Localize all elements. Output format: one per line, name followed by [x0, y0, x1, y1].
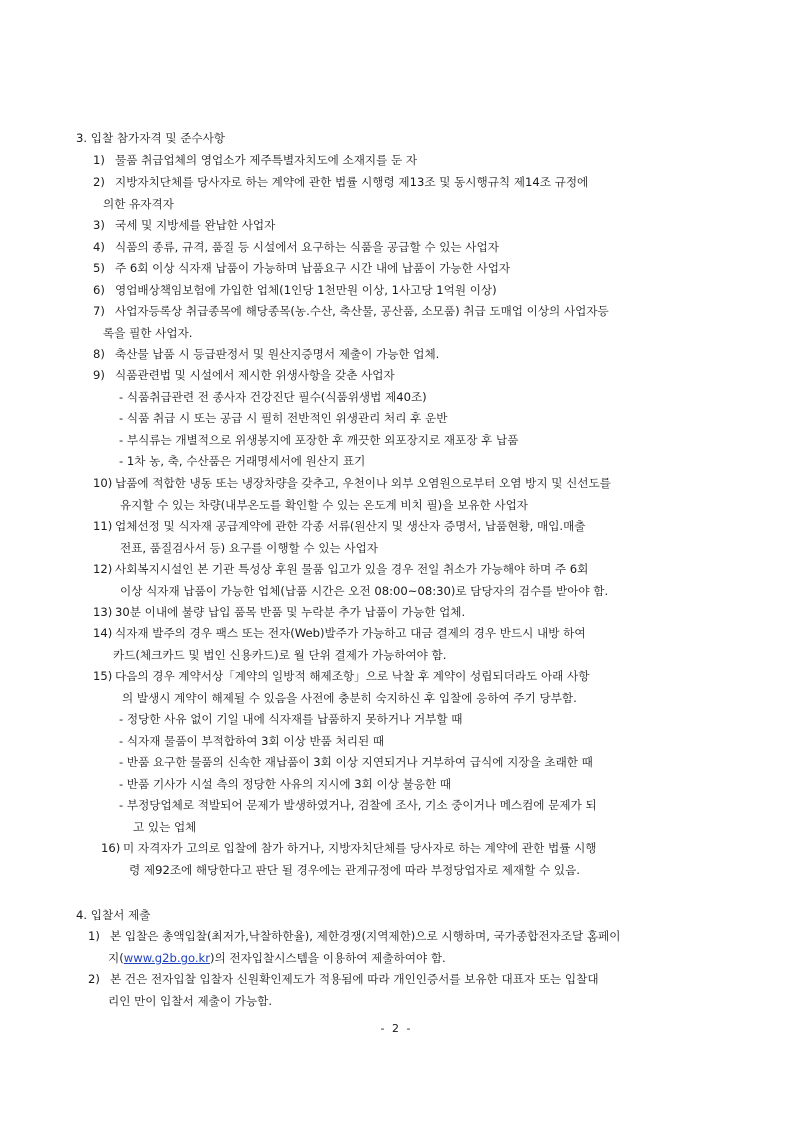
list-item: 16) 미 자격자가 고의로 입찰에 참가 하거나, 지방자치단체를 당사자로 하는 계약에 관한 법률 시행 령 제92조에 해당한다고 판단 될 경우에는 관계규정에 따라 부정당업자로 제재할 수 있음.	[101, 841, 597, 877]
list-item: 14) 식자재 발주의 경우 팩스 또는 전자(Web)발주가 가능하고 대금 결제의 경우 반드시 내방 하여 카드(체크카드 및 법인 신용카드)로 월 단위 결제가 가능하여야 함.	[93, 626, 586, 662]
list-item: 10) 납품에 적합한 냉동 또는 냉장차량을 갖추고, 우천이나 외부 오염원으로부터 오염 방지 및 신선도를 유지할 수 있는 차량(내부온도를 확인할 수 있는 온도계 비치 필)을 보유한 사업자	[93, 476, 611, 512]
sub-list-item: - 부식류는 개별적으로 위생봉지에 포장한 후 깨끗한 외포장지로 재포장 후 납품	[119, 433, 519, 447]
list-item: 15) 다음의 경우 계약서상「계약의 일방적 해제조항」으로 낙찰 후 계약이 성립되더라도 아래 사항 의 발생시 계약이 해제될 수 있음을 사전에 충분히 숙지하신 후 입찰에 응하여 주기 당부함.	[93, 669, 590, 705]
list-item: 2) 지방자치단체를 당사자로 하는 계약에 관한 법률 시행령 제13조 및 동시행규칙 제14조 규정에 의한 유자격자	[93, 175, 589, 211]
list-item: 1) 물품 취급업체의 영업소가 제주특별자치도에 소재지를 둔 자	[93, 153, 418, 167]
list-item: 8) 축산물 납품 시 등급판정서 및 원산지증명서 제출이 가능한 업체.	[93, 347, 440, 361]
section-3-title: 3. 입찰 참가자격 및 준수사항	[76, 131, 225, 145]
list-item: 13) 30분 이내에 불량 납입 품목 반품 및 누락분 추가 납품이 가능한 업체.	[93, 605, 466, 619]
list-item: 6) 영업배상책임보험에 가입한 업체(1인당 1천만원 이상, 1사고당 1억원 이상)	[93, 283, 497, 297]
sub-list-item: - 반품 요구한 물품의 신속한 재납품이 3회 이상 지연되거나 거부하여 급식에 지장을 초래한 때	[119, 755, 593, 769]
sub-list-item: - 반품 기사가 시설 측의 정당한 사유의 지시에 3회 이상 불응한 때	[119, 777, 452, 791]
sub-list-item: - 식자재 물품이 부적합하여 3회 이상 반품 처리된 때	[119, 734, 385, 748]
sub-list-item: - 부정당업체로 적발되어 문제가 발생하였거나, 검찰에 조사, 기소 중이거나 메스컴에 문제가 되	[119, 798, 597, 812]
g2b-link[interactable]: www.g2b.go.kr	[123, 950, 210, 965]
sub-list-item: - 정당한 사유 없이 기일 내에 식자재를 납품하지 못하거나 거부할 때	[119, 712, 463, 726]
sub-list-item: - 식품 취급 시 또는 공급 시 필히 전반적인 위생관리 처리 후 운반	[119, 411, 448, 425]
list-item: 7) 사업자등록상 취급종목에 해당종목(농.수산, 축산물, 공산품, 소모품) 취급 도매업 이상의 사업자등 록을 필한 사업자.	[93, 304, 609, 340]
list-item: 1) 본 입찰은 총액입찰(최저가,낙찰하한율), 제한경쟁(지역제한)으로 시행하며, 국가종합전자조달 홈페이 지(www.g2b.go.kr)의 전자입찰시스템을 이용하여 제출하여야 함.	[88, 929, 621, 965]
sub-list-item: - 1차 농, 축, 수산품은 거래명세서에 원산지 표기	[119, 454, 366, 468]
list-item: 9) 식품관련법 및 시설에서 제시한 위생사항을 갖춘 사업자	[93, 368, 395, 382]
list-item: 4) 식품의 종류, 규격, 품질 등 시설에서 요구하는 식품을 공급할 수 있는 사업자	[93, 240, 499, 254]
list-item: 3) 국세 및 지방세를 완납한 사업자	[93, 218, 276, 232]
list-item: 12) 사회복지시설인 본 기관 특성상 후원 물품 입고가 있을 경우 전일 취소가 가능해야 하며 주 6회 이상 식자재 납품이 가능한 업체(납품 시간은 오전 08:00~08:30)로 담당자의 검수를 받아야 함.	[93, 562, 609, 598]
list-item: 2) 본 건은 전자입찰 입찰자 신원확인제도가 적용됨에 따라 개인인증서를 보유한 대표자 또는 입찰대 리인 만이 입찰서 제출이 가능함.	[88, 972, 599, 1008]
sub-list-item-continuation: 고 있는 업체	[133, 820, 197, 834]
page-number: - 2 -	[380, 1022, 413, 1035]
list-item: 11) 업체선정 및 식자재 공급계약에 관한 각종 서류(원산지 및 생산자 증명서, 납품현황, 매입.매출 전표, 품질검사서 등) 요구를 이행할 수 있는 사업자	[93, 519, 586, 555]
sub-list-item: - 식품취급관련 전 종사자 건강진단 필수(식품위생법 제40조)	[119, 390, 427, 404]
section-4-title: 4. 입찰서 제출	[76, 908, 151, 922]
list-item: 5) 주 6회 이상 식자재 납품이 가능하며 납품요구 시간 내에 납품이 가능한 사업자	[93, 261, 511, 275]
